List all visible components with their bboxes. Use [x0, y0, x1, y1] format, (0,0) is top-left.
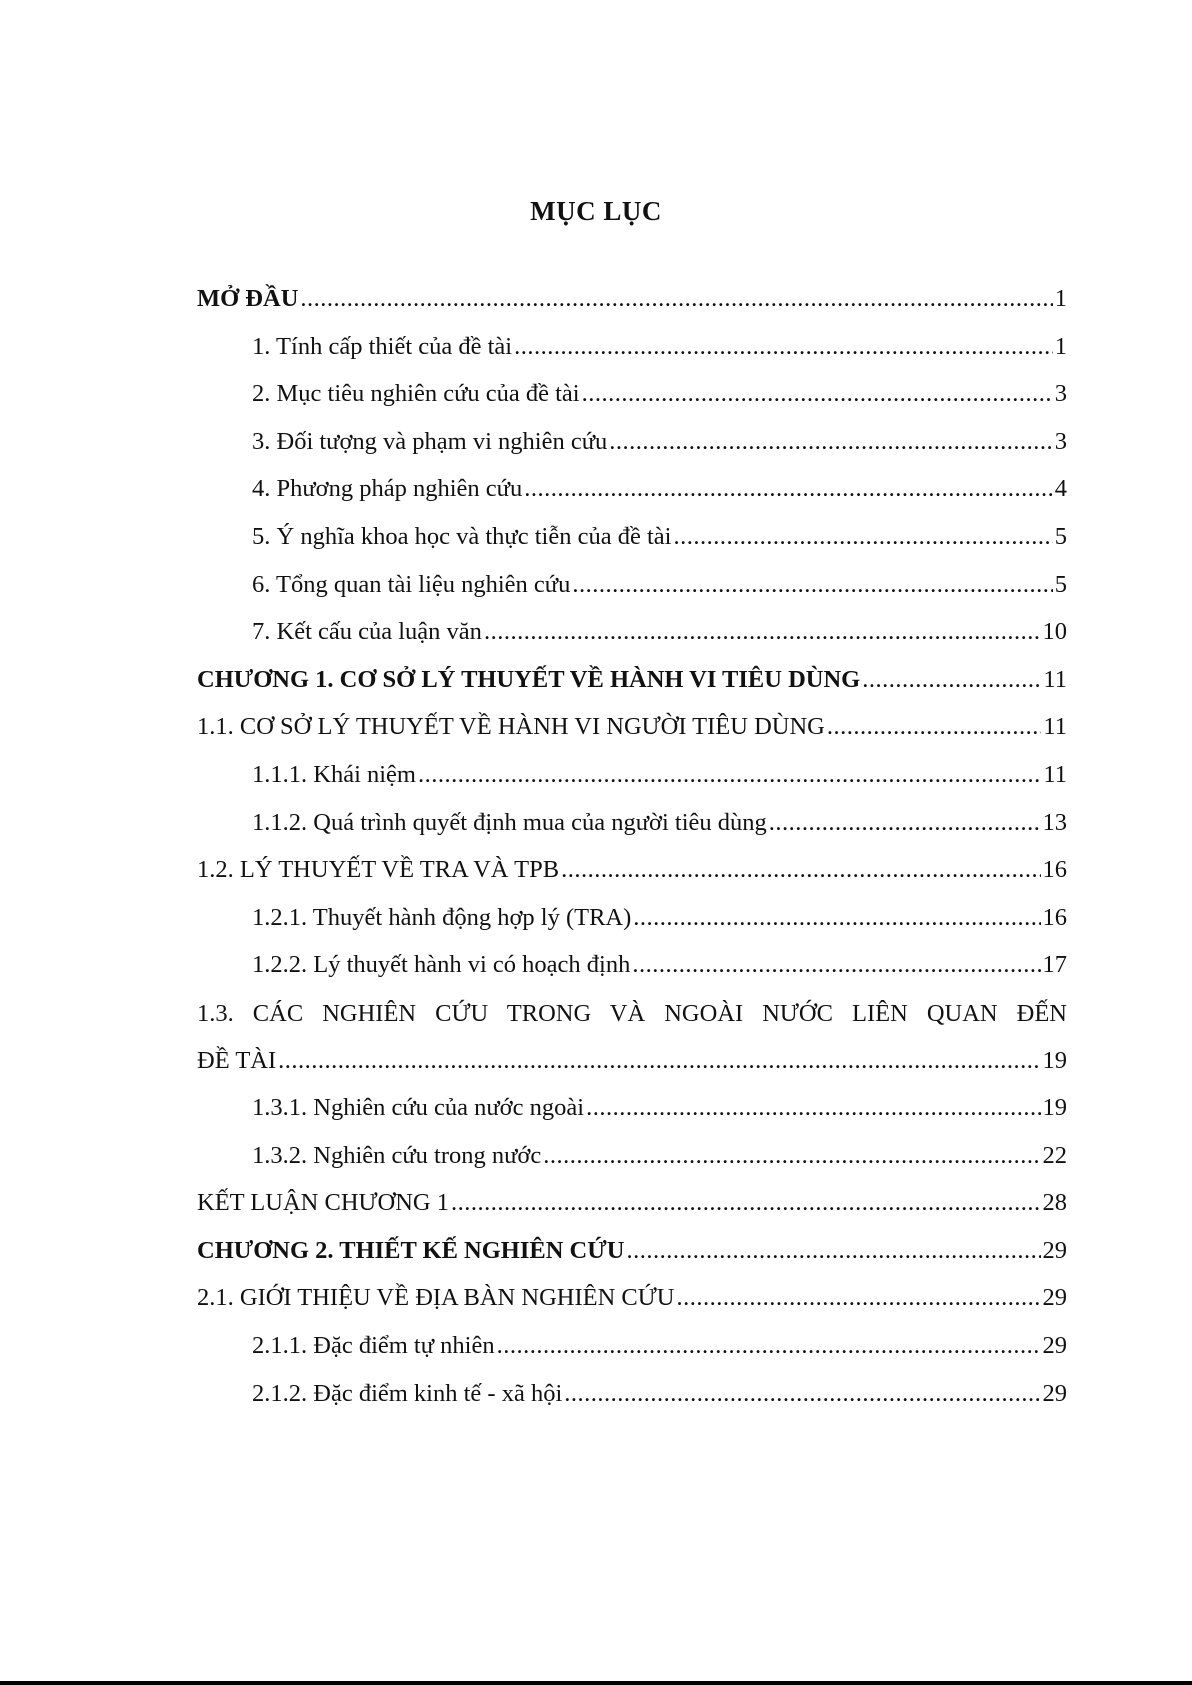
toc-entry-1-2-2[interactable]: [197, 951, 1067, 999]
toc-entry-label: 4. Phương pháp nghiên cứu: [252, 475, 523, 503]
toc-dot-leader: [418, 761, 1041, 789]
toc-page-number: 10: [1042, 618, 1067, 646]
toc-page-number: 11: [1043, 760, 1067, 788]
toc-entry-1-1-2[interactable]: [197, 809, 1067, 857]
toc-entry-label: 1.3. CÁC NGHIÊN CỨU TRONG VÀ NGOÀI NƯỚC LIÊN QUAN ĐẾN: [197, 999, 1067, 1027]
toc-entry-label: 7. Kết cấu của luận văn: [252, 618, 482, 646]
toc-entry-2[interactable]: [197, 380, 1067, 428]
toc-page-number: 29: [1042, 1379, 1067, 1407]
toc-dot-leader: [632, 951, 1040, 979]
toc-page-number: 3: [1054, 380, 1067, 408]
toc-entry-chuong-1[interactable]: [197, 666, 1067, 714]
toc-entry-label: 1.2.2. Lý thuyết hành vi có hoạch định: [252, 951, 631, 979]
toc-entry-1-3-line1[interactable]: [197, 999, 1067, 1047]
toc-entry-label: 2. Mục tiêu nghiên cứu của đề tài: [252, 380, 580, 408]
toc-entry-label: 2.1.1. Đặc điểm tự nhiên: [252, 1332, 495, 1360]
toc-entry-chuong-2[interactable]: [197, 1237, 1067, 1285]
toc-page-number: 28: [1042, 1189, 1067, 1217]
toc-entry-label: 1.2.1. Thuyết hành động hợp lý (TRA): [252, 903, 632, 931]
toc-page-number: 16: [1042, 903, 1067, 931]
toc-entry-label: 2.1. GIỚI THIỆU VỀ ĐỊA BÀN NGHIÊN CỨU: [197, 1284, 675, 1312]
toc-dot-leader: [673, 523, 1052, 551]
toc-entry-1-3[interactable]: [197, 1047, 1067, 1095]
toc-dot-leader: [300, 285, 1052, 313]
toc-dot-leader: [524, 475, 1053, 503]
toc-entry-label: 1.1.1. Khái niệm: [252, 760, 416, 788]
toc-entry-1-1-1[interactable]: [197, 761, 1067, 809]
toc-page-number: 11: [1043, 665, 1067, 693]
toc-page-number: 5: [1054, 570, 1067, 598]
toc-dot-leader: [609, 428, 1053, 456]
toc-entry-2-1[interactable]: [197, 1284, 1067, 1332]
toc-page-number: 17: [1042, 951, 1067, 979]
toc-entry-label: 1.3.2. Nghiên cứu trong nước: [252, 1141, 542, 1169]
toc-entry-label: 1.3.1. Nghiên cứu của nước ngoài: [252, 1094, 585, 1122]
toc-entry-7[interactable]: [197, 618, 1067, 666]
toc-entry-label: 2.1.2. Đặc điểm kinh tế - xã hội: [252, 1379, 563, 1407]
toc-page-number: 1: [1054, 285, 1067, 312]
toc-entry-2-1-2[interactable]: [197, 1380, 1067, 1428]
toc-dot-leader: [497, 1332, 1041, 1360]
toc-entry-label: 1.1.2. Quá trình quyết định mua của người tiêu dùng: [252, 808, 767, 836]
toc-entry-label: 1. Tính cấp thiết của đề tài: [252, 332, 513, 360]
toc-entry-3[interactable]: [197, 428, 1067, 476]
toc-page-number: 29: [1042, 1332, 1067, 1360]
toc-entry-2-1-1[interactable]: [197, 1332, 1067, 1380]
toc-entry-mo-dau[interactable]: [197, 285, 1067, 333]
toc-dot-leader: [827, 713, 1042, 741]
toc-entry-label: 1.1. CƠ SỞ LÝ THUYẾT VỀ HÀNH VI NGƯỜI TIÊU DÙNG: [197, 713, 825, 741]
toc-entry-6[interactable]: [197, 571, 1067, 619]
toc-page-number: 3: [1054, 427, 1067, 455]
toc-entry-label: 6. Tổng quan tài liệu nghiên cứu: [252, 570, 571, 598]
toc-entry-1-1[interactable]: [197, 713, 1067, 761]
toc-entry-1-3-2[interactable]: [197, 1142, 1067, 1190]
toc-entry-label: MỞ ĐẦU: [197, 285, 299, 312]
toc-entry-label: ĐỀ TÀI: [197, 1046, 277, 1074]
toc-page-number: 1: [1054, 332, 1067, 360]
toc-entry-5[interactable]: [197, 523, 1067, 571]
toc-entry-1[interactable]: [197, 333, 1067, 381]
toc-entry-1-2-1[interactable]: [197, 904, 1067, 952]
toc-dot-leader: [451, 1189, 1041, 1217]
toc-page-number: 5: [1054, 522, 1067, 550]
toc-entry-1-2[interactable]: [197, 856, 1067, 904]
toc-entry-ket-luan-1[interactable]: [197, 1189, 1067, 1237]
toc-dot-leader: [564, 1380, 1040, 1408]
toc-page-number: 29: [1042, 1284, 1067, 1312]
toc-entry-label: 5. Ý nghĩa khoa học và thực tiễn của đề tài: [252, 522, 672, 550]
toc-page-number: 16: [1042, 856, 1067, 884]
toc-entry-label: 3. Đối tượng và phạm vi nghiên cứu: [252, 427, 608, 455]
toc-entry-label: 1.2. LÝ THUYẾT VỀ TRA VÀ TPB: [197, 856, 560, 884]
toc-page-number: 4: [1054, 475, 1067, 503]
toc-dot-leader: [769, 809, 1041, 837]
toc-title: MỤC LỤC: [530, 196, 662, 226]
toc-dot-leader: [586, 1094, 1040, 1122]
toc-page-number: 19: [1042, 1094, 1067, 1122]
toc-page-number: 19: [1042, 1046, 1067, 1074]
toc-page-number: 11: [1043, 713, 1067, 741]
toc-dot-leader: [543, 1142, 1040, 1170]
toc-dot-leader: [572, 571, 1052, 599]
page-bottom-border: [0, 1681, 1192, 1685]
toc-dot-leader: [676, 1284, 1040, 1312]
toc-page-number: 29: [1042, 1236, 1067, 1264]
toc-page-number: 22: [1042, 1141, 1067, 1169]
toc-dot-leader: [278, 1047, 1040, 1075]
toc-entry-label: KẾT LUẬN CHƯƠNG 1: [197, 1189, 449, 1217]
toc-page-number: 13: [1042, 808, 1067, 836]
toc-entry-1-3-1[interactable]: [197, 1094, 1067, 1142]
toc-dot-leader: [484, 618, 1041, 646]
toc-entry-4[interactable]: [197, 475, 1067, 523]
toc-dot-leader: [582, 380, 1053, 408]
toc-dot-leader: [626, 1237, 1040, 1265]
toc-dot-leader: [862, 666, 1041, 694]
toc-dot-leader: [514, 333, 1053, 361]
toc-entry-label: CHƯƠNG 2. THIẾT KẾ NGHIÊN CỨU: [197, 1236, 625, 1264]
toc-dot-leader: [633, 904, 1040, 932]
toc-entry-label: CHƯƠNG 1. CƠ SỞ LÝ THUYẾT VỀ HÀNH VI TIÊU DÙNG: [197, 665, 861, 693]
toc-dot-leader: [561, 856, 1040, 884]
table-of-contents: [197, 285, 1067, 1427]
